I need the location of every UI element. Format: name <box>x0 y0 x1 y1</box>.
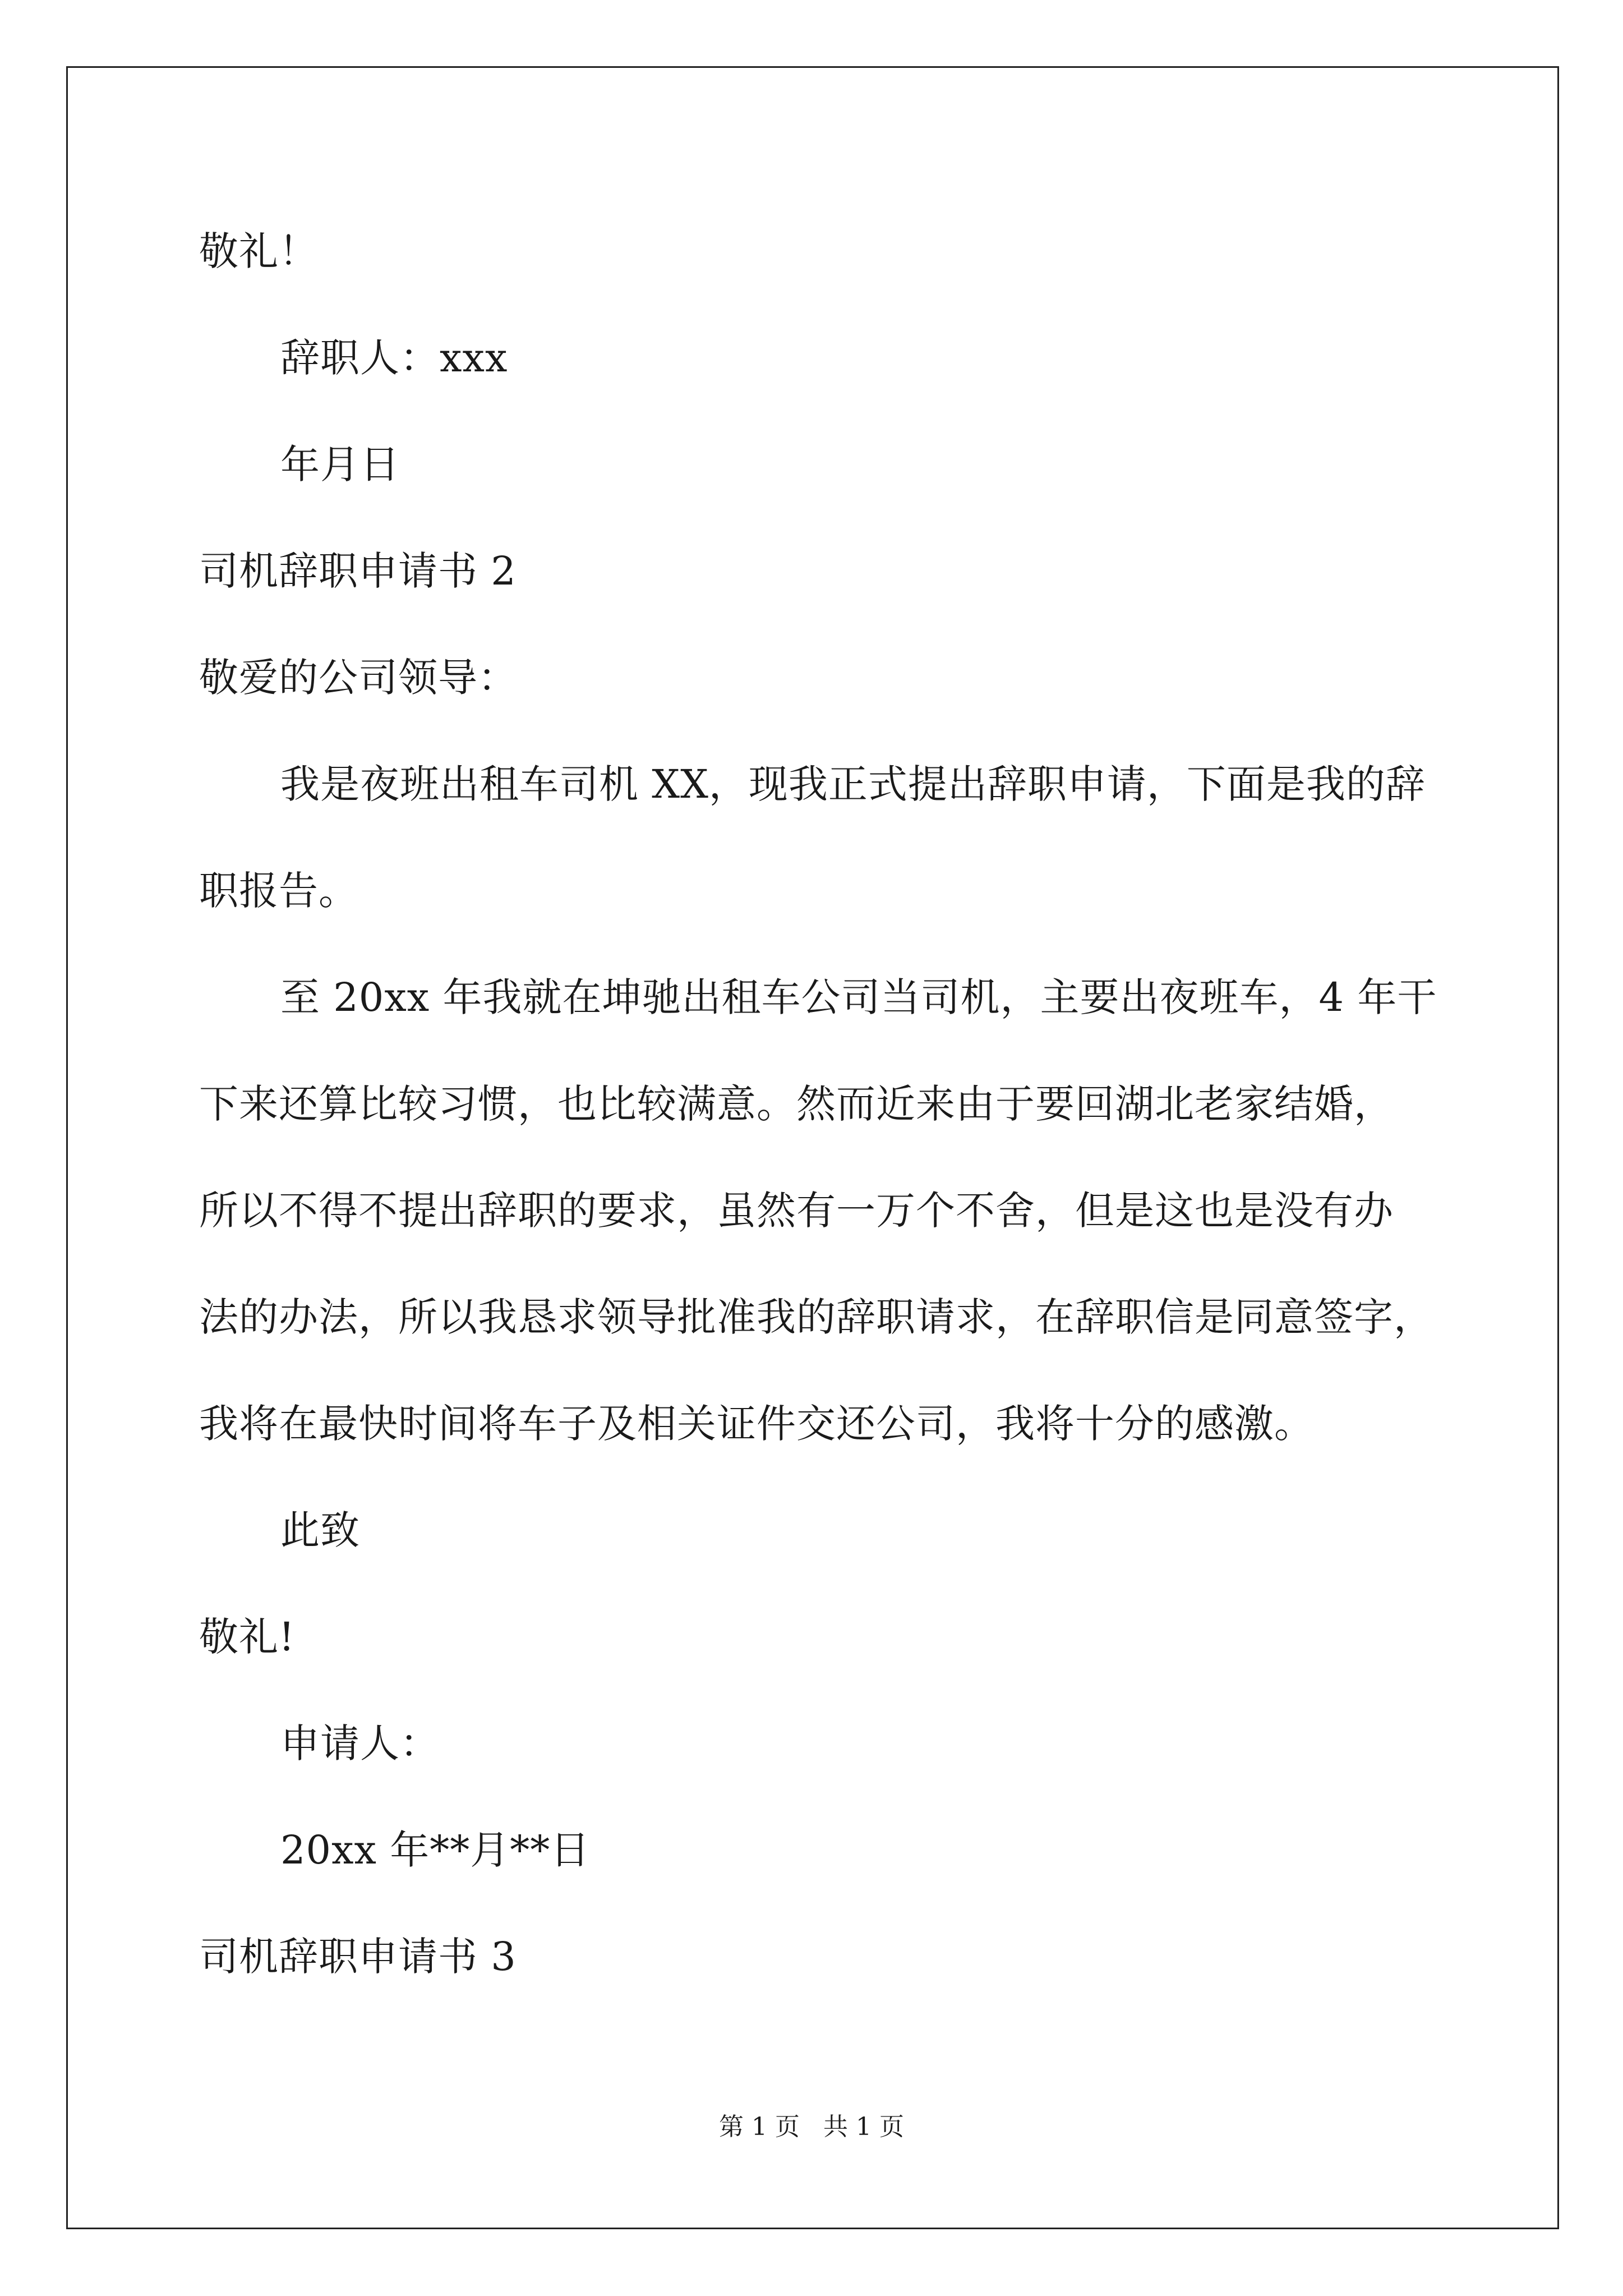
paragraph-2-line-5: 我将在最快时间将车子及相关证件交还公司，我将十分的感激。 <box>199 1401 1314 1447</box>
section-title-3: 司机辞职申请书 3 <box>199 1934 517 1980</box>
section-title-2: 司机辞职申请书 2 <box>199 548 517 594</box>
greeting: 敬爱的公司领导： <box>199 655 518 701</box>
page-footer: 第 1 页 共 1 页 <box>719 2113 904 2141</box>
paragraph-1-line-2: 职报告。 <box>199 868 358 914</box>
applicant-line: 申请人： <box>280 1720 440 1766</box>
paragraph-2-line-2: 下来还算比较习惯，也比较满意。然而近来由于要回湖北老家结婚， <box>199 1081 1394 1127</box>
application-date: 20xx 年**月**日 <box>280 1827 591 1873</box>
page-frame <box>66 66 1559 2229</box>
closing-salutation: 敬礼！ <box>199 228 319 274</box>
closing-phrase: 此致 <box>280 1507 360 1553</box>
paragraph-2-line-3: 所以不得不提出辞职的要求，虽然有一万个不舍，但是这也是没有办 <box>199 1188 1394 1234</box>
paragraph-2-line-1: 至 20xx 年我就在坤驰出租车公司当司机，主要出夜班车，4 年干 <box>280 974 1437 1020</box>
paragraph-2-line-4: 法的办法，所以我恳求领导批准我的辞职请求，在辞职信是同意签字， <box>199 1294 1433 1340</box>
date-line: 年月日 <box>280 441 400 487</box>
paragraph-1-line-1: 我是夜班出租车司机 XX，现我正式提出辞职申请，下面是我的辞 <box>280 761 1426 807</box>
closing-salutation-2: 敬礼! <box>199 1614 296 1660</box>
resigner-line: 辞职人：xxx <box>280 335 508 381</box>
